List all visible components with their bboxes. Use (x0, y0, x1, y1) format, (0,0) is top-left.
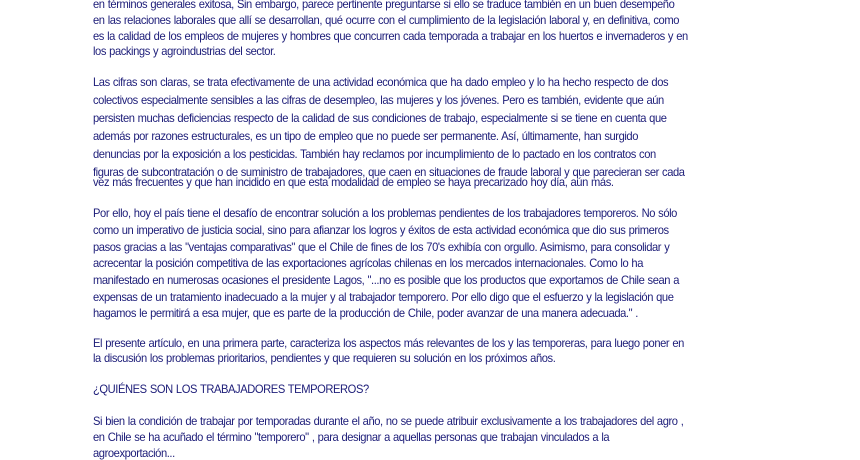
text-line: hagamos le permitirá a esa mujer, que es parte de la producción de Chile, poder avanzar de una manera adecuada." . (93, 306, 638, 320)
text-line: manifestado en numerosas ocasiones el presidente Lagos, "...no es posible que los productos que exportamos de Chile sean a (93, 273, 680, 287)
text-line: en Chile se ha acuñado el término "temporero" , para designar a aquellas personas que trabajan vinculados a la (93, 430, 610, 444)
text-line: la discusión los problemas prioritarios, pendientes y que requieren su solución en los próximos años. (93, 351, 556, 365)
text-line: los packings y agroindustrias del sector. (93, 44, 276, 58)
text-line: denuncias por la exposición a los pesticidas. También hay reclamos por incumplimiento de lo pactado en los contratos con (93, 147, 656, 161)
text-line: Si bien la condición de trabajar por temporadas durante el año, no se puede atribuir exclusivamente a los trabajadores del agro , (93, 414, 684, 428)
text-line: en términos generales exitosa, Sin embargo, parece pertinente preguntarse si ello se traduce también en un buen desempeño (93, 0, 675, 11)
text-line: es la calidad de los empleos de mujeres y hombres que concurren cada temporada a trabajar en los huertos e invernaderos y en (93, 29, 688, 43)
text-line: persisten muchas deficiencias respecto de la calidad de sus condiciones de trabajo, especialmente si se tiene en cuenta que (93, 111, 667, 125)
section-heading: ¿QUIÉNES SON LOS TRABAJADORES TEMPOREROS? (93, 382, 369, 396)
text-line: agroexportación... (93, 446, 175, 460)
text-line: expensas de un tratamiento inadecuado a la mujer y al trabajador temporero. Por ello digo que el esfuerzo y la legislación que (93, 290, 674, 304)
text-line: acrecentar la posición competitiva de las exportaciones agrícolas chilenas en los mercados internacionales. Como lo ha (93, 256, 644, 270)
text-line: colectivos especialmente sensibles a las cifras de desempleo, las mujeres y los jóvenes. Pero es también, evidente que aún (93, 93, 664, 107)
text-line: El presente artículo, en una primera parte, caracteriza los aspectos más relevantes de los y las temporeras, para luego poner en (93, 336, 684, 350)
text-line: Por ello, hoy el país tiene el desafío de encontrar solución a los problemas pendientes de los trabajadores temporeros. No sólo (93, 206, 677, 220)
text-line: figuras de subcontratación o de suministro de trabajadores, que caen en situaciones de fraude laboral y que parecieran ser cada (93, 165, 685, 179)
text-line: vez más frecuentes y que han incidido en que esta modalidad de empleo se haya precarizado hoy día, aún más. (93, 175, 614, 189)
text-line: pasos gracias a las "ventajas comparativas" que el Chile de fines de los 70's exhibía con orgullo. Asimismo, para consolidar y (93, 240, 670, 254)
text-line: en las relaciones laborales que allí se desarrollan, qué ocurre con el cumplimiento de la legislación laboral y, en definitiva, como (93, 13, 679, 27)
text-line: además por razones estructurales, es un tipo de empleo que no puede ser permanente. Así, últimamente, han surgido (93, 129, 639, 143)
text-line: Las cifras son claras, se trata efectivamente de una actividad económica que ha dado empleo y lo ha hecho respecto de dos (93, 75, 669, 89)
text-line: como un imperativo de justicia social, sino para afianzar los logros y éxitos de esta actividad económica que dio sus primeros (93, 223, 669, 237)
